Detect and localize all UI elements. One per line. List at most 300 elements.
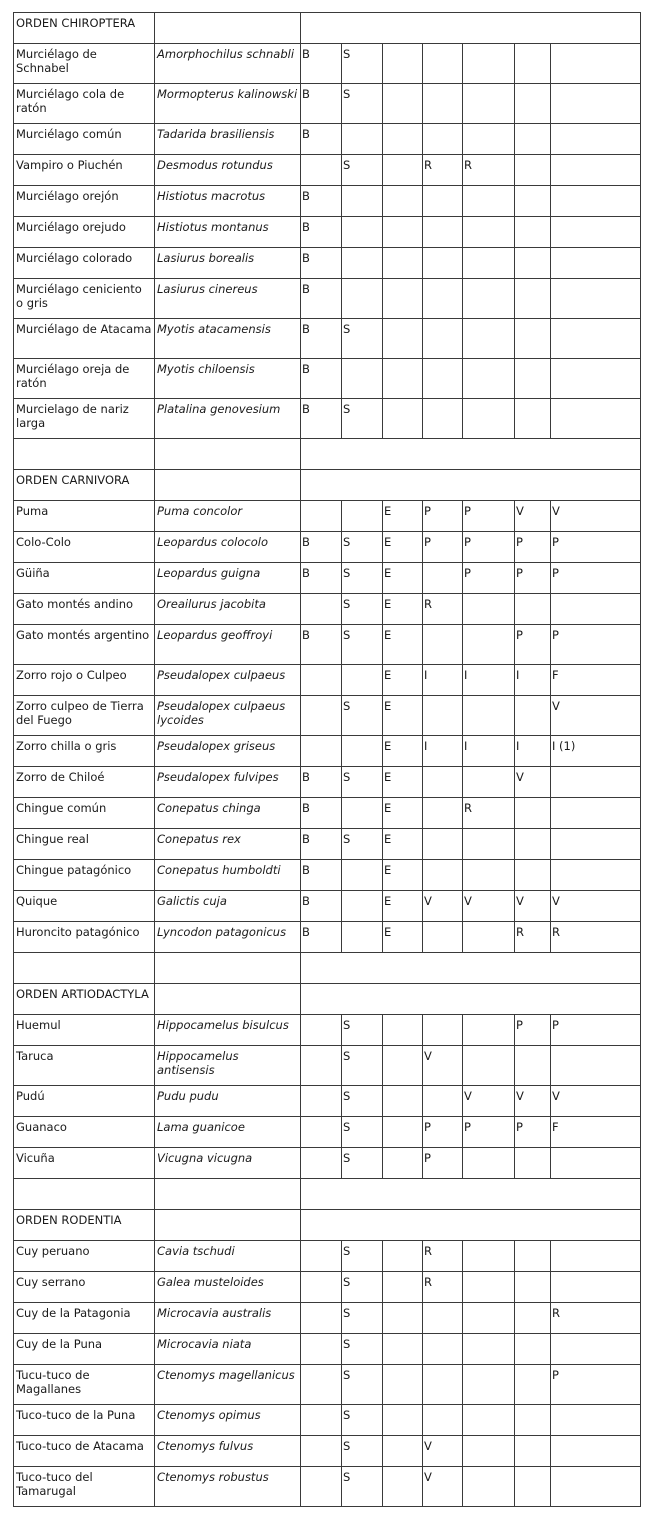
status-code: [515, 359, 551, 399]
status-code: [301, 594, 342, 625]
status-code: [515, 186, 551, 217]
status-code: [383, 1436, 423, 1467]
species-row: [14, 665, 641, 696]
status-code: [463, 1148, 515, 1179]
status-code: [463, 1272, 515, 1303]
status-code: E: [383, 922, 423, 953]
status-code: [515, 1365, 551, 1405]
status-code: [515, 155, 551, 186]
species-row: [14, 1334, 641, 1365]
scientific-name: Pudu pudu: [155, 1086, 301, 1117]
scientific-name: Pseudalopex culpaeus: [155, 665, 301, 696]
status-code: [423, 1303, 463, 1334]
common-name: Zorro de Chiloé: [14, 767, 155, 798]
status-code: S: [342, 1046, 383, 1086]
status-code: R: [423, 155, 463, 186]
status-code: [342, 279, 383, 319]
common-name: Zorro culpeo de Tierra del Fuego: [14, 696, 155, 736]
species-table-body: [14, 13, 641, 1507]
common-name: Tuco-tuco de la Puna: [14, 1405, 155, 1436]
status-code: [551, 399, 641, 439]
status-code: S: [342, 696, 383, 736]
status-code: [515, 319, 551, 359]
status-code: [551, 217, 641, 248]
empty-cell: [14, 1179, 155, 1210]
status-code: [383, 1015, 423, 1046]
scientific-name: Pseudalopex culpaeus lycoides: [155, 696, 301, 736]
status-code: [463, 594, 515, 625]
status-code: [301, 155, 342, 186]
status-code: [515, 1436, 551, 1467]
status-code: [515, 860, 551, 891]
scientific-name: Ctenomys opimus: [155, 1405, 301, 1436]
common-name: Chingue real: [14, 829, 155, 860]
status-code: [463, 44, 515, 84]
status-code: [463, 829, 515, 860]
common-name: Huemul: [14, 1015, 155, 1046]
scientific-name: Platalina genovesium: [155, 399, 301, 439]
status-code: I (1): [551, 736, 641, 767]
species-row: [14, 1241, 641, 1272]
scientific-name: Histiotus montanus: [155, 217, 301, 248]
species-row: [14, 1405, 641, 1436]
status-code: S: [342, 829, 383, 860]
species-row: [14, 696, 641, 736]
status-code: I: [463, 736, 515, 767]
status-code: [515, 696, 551, 736]
status-code: [423, 248, 463, 279]
status-code: P: [515, 563, 551, 594]
empty-cell: [301, 984, 641, 1015]
status-code: [551, 1334, 641, 1365]
status-code: E: [383, 767, 423, 798]
species-row: [14, 736, 641, 767]
empty-cell: [301, 470, 641, 501]
status-code: [463, 625, 515, 665]
status-code: [463, 1467, 515, 1507]
status-code: [383, 1405, 423, 1436]
status-code: [515, 217, 551, 248]
status-code: [551, 594, 641, 625]
empty-cell: [155, 953, 301, 984]
status-code: [301, 665, 342, 696]
status-code: [383, 84, 423, 124]
common-name: Murciélago orejón: [14, 186, 155, 217]
species-row: [14, 84, 641, 124]
scientific-name: Oreailurus jacobita: [155, 594, 301, 625]
status-code: [301, 736, 342, 767]
status-code: [423, 399, 463, 439]
common-name: Tucu-tuco de Magallanes: [14, 1365, 155, 1405]
status-code: [383, 248, 423, 279]
species-row: [14, 1467, 641, 1507]
status-code: [383, 1272, 423, 1303]
status-code: [515, 594, 551, 625]
status-code: [301, 1436, 342, 1467]
status-code: S: [342, 1365, 383, 1405]
status-code: V: [515, 891, 551, 922]
status-code: E: [383, 594, 423, 625]
status-code: [423, 359, 463, 399]
species-row: [14, 1046, 641, 1086]
scientific-name: Amorphochilus schnabli: [155, 44, 301, 84]
status-code: E: [383, 891, 423, 922]
status-code: S: [342, 155, 383, 186]
status-code: P: [515, 1117, 551, 1148]
status-code: E: [383, 665, 423, 696]
status-code: V: [551, 1086, 641, 1117]
status-code: I: [423, 665, 463, 696]
status-code: B: [301, 124, 342, 155]
species-row: [14, 1148, 641, 1179]
species-row: [14, 44, 641, 84]
status-code: P: [551, 625, 641, 665]
status-code: [515, 399, 551, 439]
status-code: B: [301, 891, 342, 922]
section-header-row: [14, 13, 641, 44]
status-code: S: [342, 1405, 383, 1436]
scientific-name: Hippocamelus antisensis: [155, 1046, 301, 1086]
status-code: [463, 186, 515, 217]
species-row: [14, 1436, 641, 1467]
section-header-row: [14, 470, 641, 501]
status-code: [383, 399, 423, 439]
scientific-name: Myotis atacamensis: [155, 319, 301, 359]
empty-cell: [301, 1210, 641, 1241]
status-code: [515, 279, 551, 319]
status-code: E: [383, 563, 423, 594]
status-code: P: [515, 532, 551, 563]
status-code: S: [342, 532, 383, 563]
status-code: B: [301, 829, 342, 860]
status-code: [423, 767, 463, 798]
status-code: P: [423, 532, 463, 563]
status-code: E: [383, 829, 423, 860]
status-code: [463, 84, 515, 124]
status-code: [301, 1046, 342, 1086]
status-code: V: [423, 891, 463, 922]
status-code: [383, 1117, 423, 1148]
status-code: [515, 1303, 551, 1334]
empty-cell: [155, 13, 301, 44]
species-row: [14, 532, 641, 563]
status-code: B: [301, 186, 342, 217]
status-code: S: [342, 1467, 383, 1507]
status-code: P: [423, 501, 463, 532]
status-code: [551, 359, 641, 399]
species-row: [14, 594, 641, 625]
status-code: B: [301, 625, 342, 665]
status-code: [463, 319, 515, 359]
status-code: [515, 1148, 551, 1179]
species-row: [14, 217, 641, 248]
empty-cell: [301, 439, 641, 470]
scientific-name: Conepatus humboldti: [155, 860, 301, 891]
scientific-name: Ctenomys fulvus: [155, 1436, 301, 1467]
status-code: [301, 501, 342, 532]
status-code: S: [342, 767, 383, 798]
status-code: B: [301, 84, 342, 124]
status-code: I: [515, 665, 551, 696]
status-code: B: [301, 279, 342, 319]
status-code: [515, 798, 551, 829]
status-code: P: [551, 1015, 641, 1046]
status-code: [383, 124, 423, 155]
common-name: Quique: [14, 891, 155, 922]
status-code: V: [515, 501, 551, 532]
status-code: R: [463, 155, 515, 186]
status-code: [342, 736, 383, 767]
status-code: S: [342, 1334, 383, 1365]
species-row: [14, 563, 641, 594]
status-code: E: [383, 860, 423, 891]
status-code: P: [423, 1148, 463, 1179]
status-code: V: [551, 696, 641, 736]
status-code: [463, 1365, 515, 1405]
scientific-name: Mormopterus kalinowski: [155, 84, 301, 124]
species-row: [14, 1117, 641, 1148]
status-code: S: [342, 1086, 383, 1117]
status-code: [463, 1334, 515, 1365]
section-title: ORDEN ARTIODACTYLA: [14, 984, 155, 1015]
status-code: [423, 44, 463, 84]
status-code: R: [551, 922, 641, 953]
status-code: P: [463, 1117, 515, 1148]
status-code: [463, 1015, 515, 1046]
species-row: [14, 279, 641, 319]
scientific-name: Ctenomys magellanicus: [155, 1365, 301, 1405]
status-code: B: [301, 319, 342, 359]
scientific-name: Lama guanicoe: [155, 1117, 301, 1148]
scientific-name: Leopardus guigna: [155, 563, 301, 594]
status-code: [383, 1148, 423, 1179]
species-row: [14, 124, 641, 155]
scientific-name: Tadarida brasiliensis: [155, 124, 301, 155]
status-code: [515, 1405, 551, 1436]
species-row: [14, 625, 641, 665]
status-code: [423, 124, 463, 155]
scientific-name: Lasiurus cinereus: [155, 279, 301, 319]
status-code: [301, 1405, 342, 1436]
section-header-row: [14, 984, 641, 1015]
status-code: [301, 1334, 342, 1365]
common-name: Tuco-tuco del Tamarugal: [14, 1467, 155, 1507]
status-code: [342, 665, 383, 696]
status-code: [515, 1241, 551, 1272]
empty-cell: [301, 953, 641, 984]
section-title: ORDEN CARNIVORA: [14, 470, 155, 501]
status-code: [423, 1334, 463, 1365]
scientific-name: Vicugna vicugna: [155, 1148, 301, 1179]
empty-cell: [301, 13, 641, 44]
status-code: [551, 829, 641, 860]
status-code: [463, 696, 515, 736]
common-name: Murcielago de nariz larga: [14, 399, 155, 439]
status-code: R: [463, 798, 515, 829]
status-code: [423, 319, 463, 359]
status-code: [342, 891, 383, 922]
status-code: [301, 1467, 342, 1507]
spacer-row: [14, 1179, 641, 1210]
species-row: [14, 922, 641, 953]
status-code: [515, 1467, 551, 1507]
scientific-name: Ctenomys robustus: [155, 1467, 301, 1507]
status-code: [423, 1405, 463, 1436]
status-code: V: [551, 501, 641, 532]
status-code: [551, 155, 641, 186]
status-code: [301, 1241, 342, 1272]
scientific-name: Conepatus rex: [155, 829, 301, 860]
status-code: [463, 922, 515, 953]
common-name: Güiña: [14, 563, 155, 594]
status-code: B: [301, 217, 342, 248]
status-code: V: [463, 891, 515, 922]
status-code: S: [342, 44, 383, 84]
species-row: [14, 1015, 641, 1046]
status-code: [551, 44, 641, 84]
status-code: S: [342, 84, 383, 124]
scientific-name: Galea musteloides: [155, 1272, 301, 1303]
spacer-row: [14, 439, 641, 470]
status-code: [463, 1303, 515, 1334]
species-row: [14, 248, 641, 279]
scientific-name: Puma concolor: [155, 501, 301, 532]
status-code: R: [423, 1272, 463, 1303]
scientific-name: Conepatus chinga: [155, 798, 301, 829]
status-code: V: [423, 1467, 463, 1507]
status-code: [515, 1272, 551, 1303]
section-title: ORDEN CHIROPTERA: [14, 13, 155, 44]
common-name: Pudú: [14, 1086, 155, 1117]
status-code: S: [342, 1241, 383, 1272]
status-code: V: [551, 891, 641, 922]
scientific-name: Leopardus colocolo: [155, 532, 301, 563]
status-code: [515, 1334, 551, 1365]
common-name: Zorro rojo o Culpeo: [14, 665, 155, 696]
common-name: Puma: [14, 501, 155, 532]
status-code: [551, 767, 641, 798]
status-code: B: [301, 860, 342, 891]
scientific-name: Myotis chiloensis: [155, 359, 301, 399]
status-code: E: [383, 736, 423, 767]
status-code: B: [301, 767, 342, 798]
species-table: [13, 12, 641, 1507]
status-code: [463, 1241, 515, 1272]
status-code: [551, 860, 641, 891]
common-name: Murciélago de Schnabel: [14, 44, 155, 84]
status-code: [383, 1241, 423, 1272]
common-name: Cuy de la Puna: [14, 1334, 155, 1365]
status-code: R: [423, 594, 463, 625]
status-code: [301, 1272, 342, 1303]
status-code: [342, 359, 383, 399]
species-row: [14, 1086, 641, 1117]
status-code: P: [551, 563, 641, 594]
common-name: Murciélago de Atacama: [14, 319, 155, 359]
status-code: B: [301, 922, 342, 953]
status-code: [463, 124, 515, 155]
status-code: [423, 217, 463, 248]
status-code: [383, 279, 423, 319]
status-code: E: [383, 501, 423, 532]
status-code: V: [515, 767, 551, 798]
common-name: Guanaco: [14, 1117, 155, 1148]
status-code: [463, 359, 515, 399]
status-code: [423, 1086, 463, 1117]
status-code: I: [463, 665, 515, 696]
status-code: S: [342, 1272, 383, 1303]
status-code: P: [515, 1015, 551, 1046]
status-code: I: [423, 736, 463, 767]
status-code: [515, 124, 551, 155]
status-code: S: [342, 1015, 383, 1046]
common-name: Chingue patagónico: [14, 860, 155, 891]
scientific-name: Lyncodon patagonicus: [155, 922, 301, 953]
status-code: [551, 1405, 641, 1436]
status-code: [423, 1365, 463, 1405]
common-name: Murciélago cola de ratón: [14, 84, 155, 124]
status-code: [383, 319, 423, 359]
status-code: [301, 1015, 342, 1046]
empty-cell: [155, 1210, 301, 1241]
species-row: [14, 186, 641, 217]
status-code: [342, 186, 383, 217]
status-code: V: [515, 1086, 551, 1117]
status-code: R: [515, 922, 551, 953]
status-code: [423, 625, 463, 665]
status-code: E: [383, 798, 423, 829]
status-code: [551, 84, 641, 124]
status-code: [301, 1086, 342, 1117]
scientific-name: Lasiurus borealis: [155, 248, 301, 279]
scientific-name: Pseudalopex griseus: [155, 736, 301, 767]
status-code: B: [301, 798, 342, 829]
status-code: S: [342, 594, 383, 625]
empty-cell: [155, 984, 301, 1015]
species-row: [14, 501, 641, 532]
status-code: [383, 217, 423, 248]
species-row: [14, 829, 641, 860]
status-code: [423, 84, 463, 124]
common-name: Gato montés argentino: [14, 625, 155, 665]
status-code: [342, 217, 383, 248]
common-name: Cuy de la Patagonia: [14, 1303, 155, 1334]
status-code: [342, 501, 383, 532]
status-code: P: [551, 1365, 641, 1405]
status-code: S: [342, 1117, 383, 1148]
scientific-name: Microcavia australis: [155, 1303, 301, 1334]
common-name: Taruca: [14, 1046, 155, 1086]
common-name: Cuy serrano: [14, 1272, 155, 1303]
common-name: Vicuña: [14, 1148, 155, 1179]
section-header-row: [14, 1210, 641, 1241]
species-row: [14, 1272, 641, 1303]
empty-cell: [301, 1179, 641, 1210]
common-name: Vampiro o Piuchén: [14, 155, 155, 186]
status-code: B: [301, 532, 342, 563]
common-name: Murciélago ceniciento o gris: [14, 279, 155, 319]
status-code: S: [342, 1303, 383, 1334]
status-code: [463, 860, 515, 891]
status-code: [342, 798, 383, 829]
common-name: Murciélago oreja de ratón: [14, 359, 155, 399]
status-code: R: [551, 1303, 641, 1334]
species-row: [14, 860, 641, 891]
status-code: [342, 860, 383, 891]
status-code: [383, 155, 423, 186]
empty-cell: [14, 953, 155, 984]
status-code: V: [463, 1086, 515, 1117]
